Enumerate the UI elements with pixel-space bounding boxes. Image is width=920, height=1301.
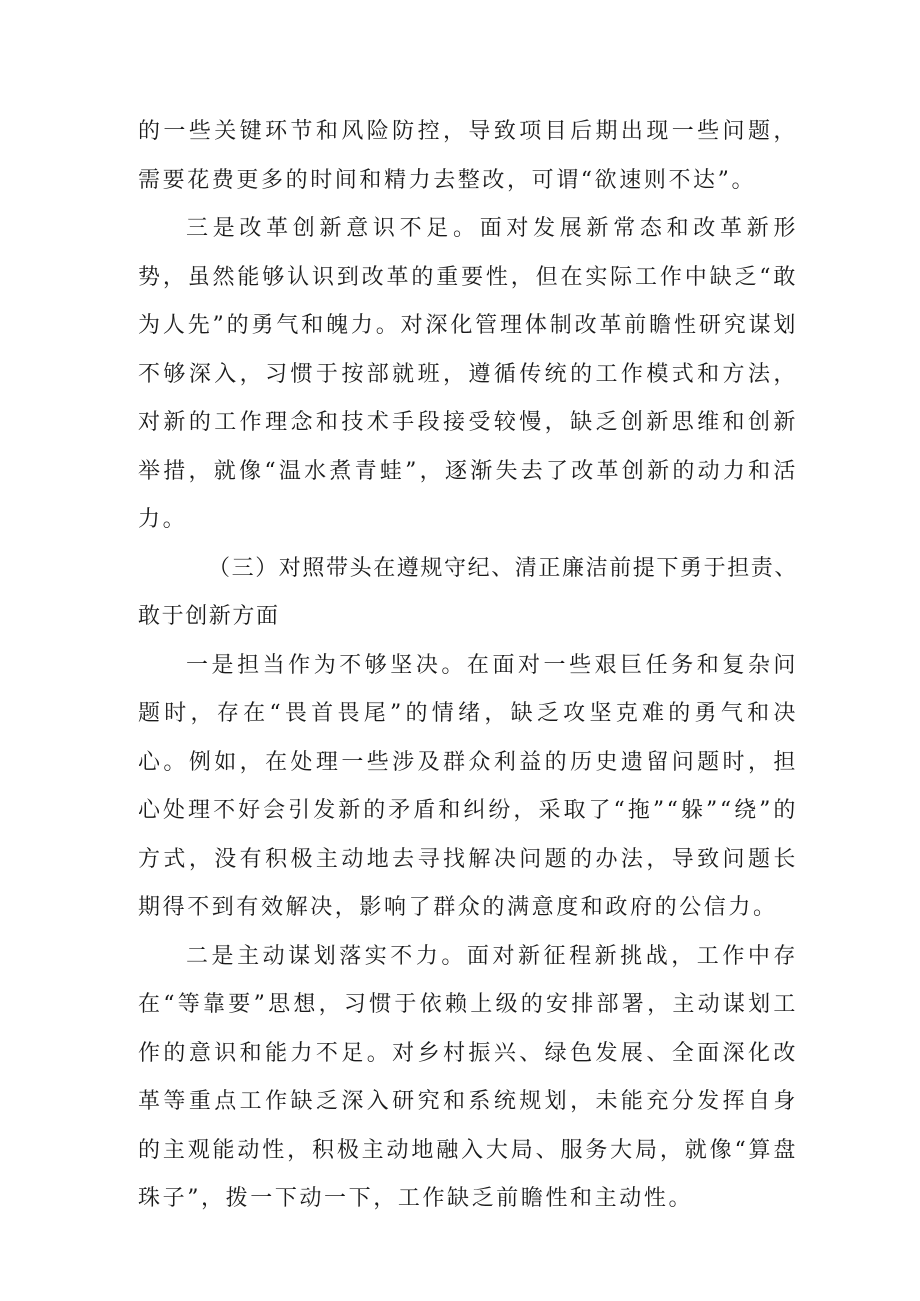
paragraph-continuation: 的一些关键环节和风险防控，导致项目后期出现一些问题，需要花费更多的时间和精力去整改，可谓“欲速则不达”。 [138, 119, 798, 193]
document-body [138, 108, 798, 1224]
paragraph-reform-innovation: 三是改革创新意识不足。面对发展新常态和改革新形势，虽然能够认识到改革的重要性，但在实际工作中缺乏“敢为人先”的勇气和魄力。对深化管理体制改革前瞻性研究谋划不够深入，习惯于按部就班，遵循传统的工作模式和方法，对新的工作理念和技术手段接受较慢，缺乏创新思维和创新举措，就像“温水煮青蛙”，逐渐失去了改革创新的动力和活力。 [138, 216, 798, 532]
paragraph-planning: 二是主动谋划落实不力。面对新征程新挑战，工作中存在“等靠要”思想，习惯于依赖上级的安排部署，主动谋划工作的意识和能力不足。对乡村振兴、绿色发展、全面深化改革等重点工作缺乏深入研究和系统规划，未能充分发挥自身的主观能动性，积极主动地融入大局、服务大局，就像“算盘珠子”，拨一下动一下，工作缺乏前瞻性和主动性。 [138, 943, 798, 1211]
paragraph-responsibility: 一是担当作为不够坚决。在面对一些艰巨任务和复杂问题时，存在“畏首畏尾”的情绪，缺乏攻坚克难的勇气和决心。例如，在处理一些涉及群众利益的历史遗留问题时，担心处理不好会引发新的矛盾和纠纷，采取了“拖”“躲”“绕”的方式，没有积极主动地去寻找解决问题的办法，导致问题长期得不到有效解决，影响了群众的满意度和政府的公信力。 [138, 652, 798, 920]
section-heading: （三）对照带头在遵规守纪、清正廉洁前提下勇于担责、敢于创新方面 [138, 555, 799, 629]
